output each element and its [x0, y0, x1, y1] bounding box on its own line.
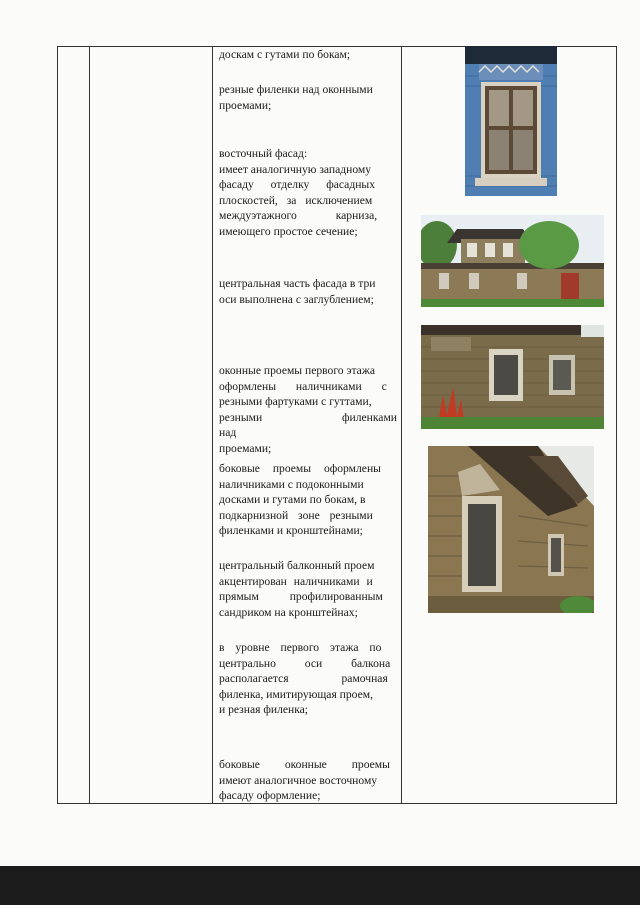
text-line: восточный фасад:	[219, 147, 308, 160]
text-line: центральный балконный проем	[219, 559, 375, 572]
text-line: оси выполнена с заглублением;	[219, 292, 374, 306]
text-line: оконные проемы первого этажа	[219, 364, 375, 377]
paragraph-4	[219, 276, 397, 307]
photo-blue-window	[465, 46, 557, 196]
text-line: резными фартуками с гуттами,	[219, 395, 372, 409]
text-line: междуэтажного карниза,	[219, 209, 378, 223]
paragraph-6	[219, 461, 397, 539]
text-line: наличниками с подоконными	[219, 477, 364, 491]
paragraph-3	[219, 146, 397, 240]
text-line: проемами;	[219, 98, 272, 112]
text-line: имеющего простое сечение;	[219, 224, 358, 238]
text-line: центрально оси балкона	[219, 656, 391, 670]
paragraph-9	[219, 757, 397, 804]
photo-corner-view-image	[428, 446, 594, 613]
text-line: акцентирован наличниками и	[219, 574, 373, 588]
text-line: подкарнизной зоне резными	[219, 508, 373, 522]
text-line: и резная филенка;	[219, 703, 309, 717]
text-line: досками и гутами по бокам, в	[219, 493, 366, 507]
text-line: прямым профилированным	[219, 590, 383, 604]
text-line: филенками и кронштейнами;	[219, 524, 363, 538]
text-line: боковые проемы оформлены	[219, 462, 381, 475]
photo-blue-window-image	[465, 46, 557, 196]
text-line: оформлены наличниками с	[219, 379, 387, 393]
text-line: доскам с гутами по бокам;	[219, 48, 351, 61]
paragraph-2	[219, 82, 397, 113]
table-column-divider	[212, 46, 213, 804]
text-line: фасаду отделку фасадных	[219, 178, 376, 192]
photo-facade-windows	[421, 325, 604, 429]
text-line: имеет аналогичную западному	[219, 162, 372, 176]
text-line: филенка, имитирующая проем,	[219, 687, 373, 701]
text-line: проемами;	[219, 441, 272, 455]
text-line: резными филенками над	[219, 410, 397, 440]
paragraph-8	[219, 640, 397, 718]
photo-facade-windows-image	[421, 325, 604, 429]
text-line: располагается рамочная	[219, 672, 388, 686]
photo-house-overview	[421, 215, 604, 307]
text-line: центральная часть фасада в три	[219, 277, 376, 290]
paragraph-5	[219, 363, 397, 457]
text-line: сандриком на кронштейнах;	[219, 605, 358, 619]
text-line: в уровне первого этажа по	[219, 641, 382, 654]
text-line: резные филенки над оконными	[219, 83, 373, 96]
photo-house-overview-image	[421, 215, 604, 307]
text-line: имеют аналогичное восточному	[219, 773, 378, 787]
paragraph-1	[219, 47, 397, 63]
table-column-divider	[89, 46, 90, 804]
text-line: боковые оконные проемы	[219, 758, 390, 771]
text-line: фасаду оформление;	[219, 789, 321, 803]
table-column-divider	[401, 46, 402, 804]
paragraph-7	[219, 558, 397, 620]
scan-bottom-band	[0, 866, 640, 905]
photo-corner-view	[428, 446, 594, 613]
text-line: плоскостей, за исключением	[219, 193, 373, 207]
